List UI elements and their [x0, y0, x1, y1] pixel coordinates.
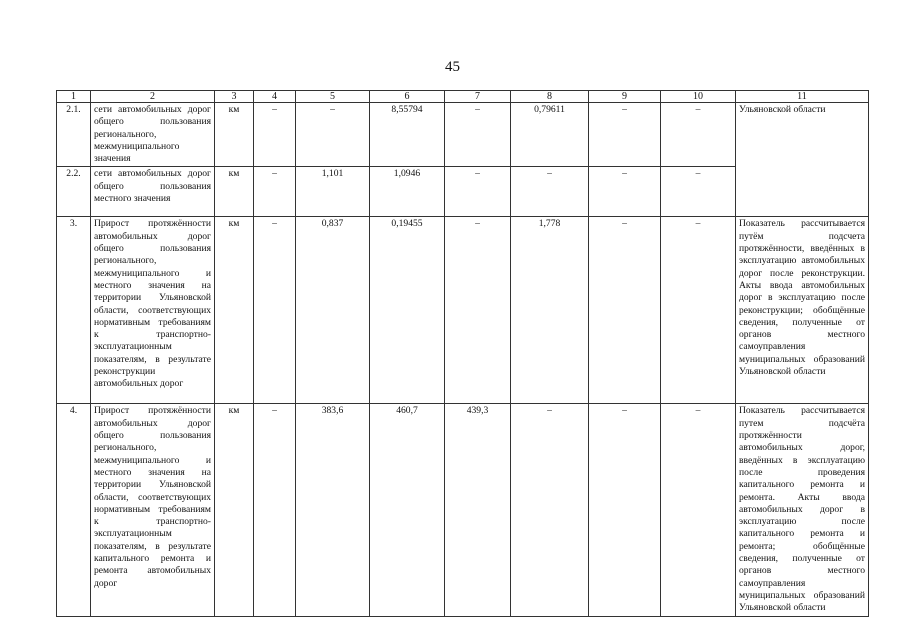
row-number: 2.1.	[57, 103, 91, 167]
value-cell: 439,3	[445, 404, 511, 616]
row-number: 3.	[57, 217, 91, 404]
value-cell: –	[511, 404, 589, 616]
source-cell: Показатель рассчитывается путём подсчета протяжённости, введённых в эксплуатацию автомобильных дорог после реконструкции. Акты ввода автомобильных дорог в эксплуатацию после реконструкции; обобщённые сведения, полученные от органов местного самоуправления муниципальных образований Ульяновской области	[736, 217, 869, 404]
value-cell: 0,79611	[511, 103, 589, 167]
value-cell: –	[296, 103, 370, 167]
page-number: 45	[445, 59, 460, 75]
header-cell: 9	[589, 91, 661, 103]
table-row	[57, 103, 869, 167]
value-cell: 383,6	[296, 404, 370, 616]
unit-cell: км	[215, 404, 254, 616]
header-cell: 6	[370, 91, 445, 103]
indicator-name: сети автомобильных дорог общего пользования регионального, межмуниципального значения	[91, 103, 215, 167]
indicator-name: Прирост протяжённости автомобильных дорог общего пользования регионального, межмуниципального и местного значения на территории Ульяновской области, соответствующих нормативным требованиям к транспортно-эксплуатационным показателям, в результате капитального ремонта и ремонта автомобильных дорог	[91, 404, 215, 616]
value-cell: –	[254, 217, 296, 404]
value-cell: 0,837	[296, 217, 370, 404]
indicator-name: сети автомобильных дорог общего пользования местного значения	[91, 167, 215, 217]
row-number: 2.2.	[57, 167, 91, 217]
value-cell: –	[254, 103, 296, 167]
header-cell: 2	[91, 91, 215, 103]
value-cell: –	[589, 217, 661, 404]
value-cell: –	[589, 167, 661, 217]
value-cell: 8,55794	[370, 103, 445, 167]
indicator-name: Прирост протяжённости автомобильных дорог общего пользования регионального, межмуниципального и местного значения на территории Ульяновской области, соответствующих нормативным требованиям к транспортно-эксплуатационным показателям, в результате реконструкции автомобильных дорог	[91, 217, 215, 404]
value-cell: –	[661, 217, 736, 404]
unit-cell: км	[215, 167, 254, 217]
row-number: 4.	[57, 404, 91, 616]
value-cell: –	[661, 167, 736, 217]
header-cell: 4	[254, 91, 296, 103]
value-cell: –	[445, 217, 511, 404]
header-cell: 1	[57, 91, 91, 103]
unit-cell: км	[215, 217, 254, 404]
source-cell: Показатель рассчитывается путем подсчёта протяжённости автомобильных дорог, введённых в эксплуатацию после проведения капитального ремонта и ремонта. Акты ввода автомобильных дорог в эксплуатацию после капитального ремонта и ремонта; обобщённые сведения, полученные от органов местного самоуправления муниципальных образований Ульяновской области	[736, 404, 869, 616]
value-cell: –	[254, 404, 296, 616]
value-cell: 1,101	[296, 167, 370, 217]
value-cell: –	[511, 167, 589, 217]
value-cell: –	[661, 404, 736, 616]
table-row	[57, 217, 869, 404]
header-cell: 8	[511, 91, 589, 103]
value-cell: –	[445, 103, 511, 167]
source-cell: Ульяновской области	[736, 103, 869, 217]
header-cell: 3	[215, 91, 254, 103]
indicators-table	[56, 90, 869, 617]
table-row	[57, 404, 869, 616]
header-cell: 10	[661, 91, 736, 103]
unit-cell: км	[215, 103, 254, 167]
value-cell: 460,7	[370, 404, 445, 616]
value-cell: –	[661, 103, 736, 167]
value-cell: –	[589, 103, 661, 167]
value-cell: 1,0946	[370, 167, 445, 217]
header-cell: 5	[296, 91, 370, 103]
value-cell: –	[589, 404, 661, 616]
value-cell: –	[445, 167, 511, 217]
header-row	[57, 91, 869, 103]
value-cell: –	[254, 167, 296, 217]
header-cell: 11	[736, 91, 869, 103]
value-cell: 0,19455	[370, 217, 445, 404]
header-cell: 7	[445, 91, 511, 103]
value-cell: 1,778	[511, 217, 589, 404]
